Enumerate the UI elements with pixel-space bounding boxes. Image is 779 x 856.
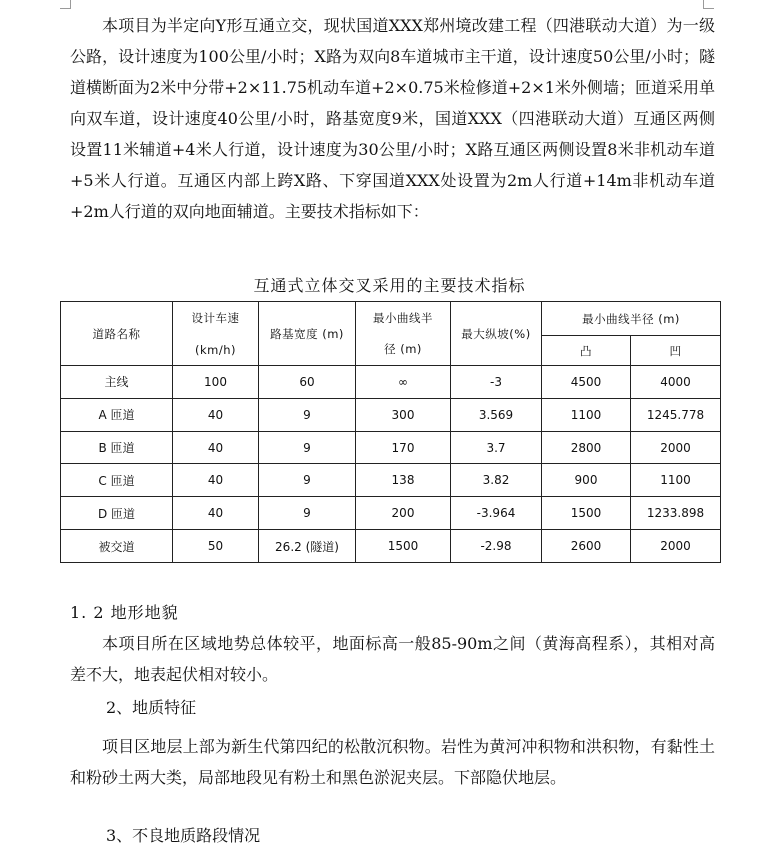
- header-design-speed-line2: (km/h): [195, 342, 236, 357]
- cell-max-grade: -3.964: [451, 497, 542, 530]
- geology-paragraph: 项目区地层上部为新生代第四纪的松散沉积物。岩性为黄河冲积物和洪积物，有黏性土和粉砂土两大类，局部地段见有粉土和黑色淤泥夹层。下部隐伏地层。: [70, 737, 715, 787]
- header-min-radius-line2: 径 (m): [384, 342, 422, 357]
- cell-concave: 1245.778: [631, 398, 721, 431]
- cell-speed: 40: [173, 464, 259, 497]
- cell-width: 9: [259, 431, 356, 464]
- table-row: [61, 431, 721, 464]
- header-design-speed-line1: 设计车速: [191, 311, 240, 326]
- cell-min-radius: 200: [356, 497, 451, 530]
- section-heading-bad-geology: 3、不良地质路段情况: [106, 826, 261, 845]
- cell-width: 9: [259, 464, 356, 497]
- cell-convex: 900: [542, 464, 631, 497]
- cell-road-name: C 匝道: [61, 464, 173, 497]
- cell-road-name: 被交道: [61, 530, 173, 563]
- intro-paragraph: 本项目为半定向Y形互通立交，现状国道XXX郑州境改建工程（四港联动大道）为一级公路，设计速度为100公里/小时；X路为双向8车道城市主干道，设计速度50公里/小时；隧道横断面为2米中分带+2×11.75机动车道+2×0.75米检修道+2×1米外侧墙；匝道采用单向双车道，设计速度40公里/小时，路基宽度9米，国道XXX（四港联动大道）互通区两侧设置11米辅道+4米人行道，设计速度为30公里/小时；X路互通区两侧设置8米非机动车道+5米人行道。互通区内部上跨X路、下穿国道XXX处设置为2m人行道+14m非机动车道+2m人行道的双向地面辅道。主要技术指标如下：: [70, 16, 715, 221]
- cell-concave: 1100: [631, 464, 721, 497]
- cell-convex: 2800: [542, 431, 631, 464]
- cell-min-radius: 1500: [356, 530, 451, 563]
- cell-road-name: A 匝道: [61, 398, 173, 431]
- cell-width: 9: [259, 398, 356, 431]
- cell-concave: 1233.898: [631, 497, 721, 530]
- section-heading-geology: 2、地质特征: [106, 698, 197, 717]
- cell-min-radius: 170: [356, 431, 451, 464]
- header-convex: 凸: [542, 336, 631, 366]
- section-heading-terrain: 1. 2 地形地貌: [70, 603, 179, 622]
- cell-concave: 2000: [631, 431, 721, 464]
- header-concave: 凹: [631, 336, 721, 366]
- cell-width: 60: [259, 366, 356, 399]
- page-corner-mark-right: [703, 0, 714, 9]
- cell-max-grade: 3.82: [451, 464, 542, 497]
- cell-road-name: B 匝道: [61, 431, 173, 464]
- cell-road-name: 主线: [61, 366, 173, 399]
- table-row: [61, 366, 721, 399]
- cell-max-grade: -2.98: [451, 530, 542, 563]
- header-max-grade: 最大纵坡(%): [451, 302, 542, 366]
- header-vertical-radius: 最小曲线半径 (m): [542, 302, 721, 336]
- terrain-paragraph: 本项目所在区域地势总体较平，地面标高一般85-90m之间（黄海高程系），其相对高差不大，地表起伏相对较小。: [70, 634, 715, 684]
- cell-road-name: D 匝道: [61, 497, 173, 530]
- tech-spec-table: [60, 301, 721, 563]
- table-row: [61, 497, 721, 530]
- cell-convex: 1500: [542, 497, 631, 530]
- cell-max-grade: 3.569: [451, 398, 542, 431]
- cell-convex: 2600: [542, 530, 631, 563]
- cell-speed: 40: [173, 497, 259, 530]
- cell-speed: 40: [173, 398, 259, 431]
- header-road-name: 道路名称: [61, 302, 173, 366]
- table-row: [61, 464, 721, 497]
- cell-width: 9: [259, 497, 356, 530]
- cell-concave: 4000: [631, 366, 721, 399]
- cell-max-grade: 3.7: [451, 431, 542, 464]
- cell-min-radius: 138: [356, 464, 451, 497]
- cell-concave: 2000: [631, 530, 721, 563]
- header-subgrade-width: 路基宽度 (m): [259, 302, 356, 366]
- cell-min-radius: ∞: [356, 366, 451, 399]
- cell-width: 26.2 (隧道): [259, 530, 356, 563]
- table-row: [61, 530, 721, 563]
- cell-min-radius: 300: [356, 398, 451, 431]
- table-caption: 互通式立体交叉采用的主要技术指标: [253, 276, 526, 295]
- cell-convex: 4500: [542, 366, 631, 399]
- cell-speed: 50: [173, 530, 259, 563]
- header-min-radius: [356, 302, 451, 366]
- header-min-radius-line1: 最小曲线半: [373, 310, 433, 325]
- header-design-speed: [173, 302, 259, 366]
- cell-speed: 100: [173, 366, 259, 399]
- table-row: [61, 398, 721, 431]
- cell-convex: 1100: [542, 398, 631, 431]
- cell-speed: 40: [173, 431, 259, 464]
- page-corner-mark-left: [60, 0, 71, 9]
- cell-max-grade: -3: [451, 366, 542, 399]
